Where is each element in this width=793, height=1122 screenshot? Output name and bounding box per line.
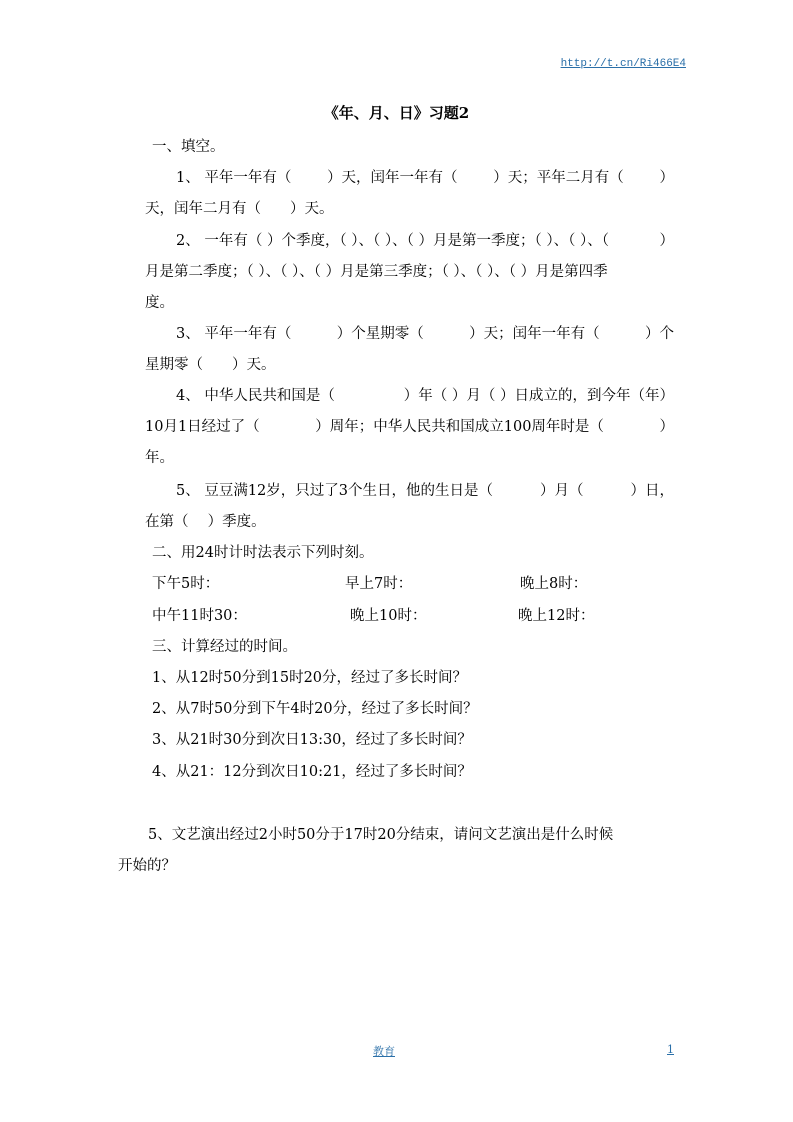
q1-line1: 1、 平年一年有（ ）天，闰年一年有（ ）天；平年二月有（ ）	[176, 170, 674, 186]
q1-line2: 天，闰年二月有（ ）天。	[145, 201, 334, 217]
calc-item-5-line1: 5、文艺演出经过2小时50分于17时20分结束，请问文艺演出是什么时候	[148, 827, 614, 843]
calc-item-5-line2: 开始的？	[118, 858, 176, 874]
q4-line3: 年。	[145, 450, 174, 466]
calc-item: 1、从12时50分到15时20分，经过了多长时间？	[152, 670, 468, 686]
q2-line2: 月是第二季度；（ ）、（ ）、（ ）月是第三季度；（ ）、（ ）、（ ）月是第四季	[145, 264, 608, 280]
q5-line2: 在第（ ）季度。	[145, 514, 266, 530]
calc-item: 4、从21：12分到次日10:21，经过了多长时间？	[152, 764, 472, 780]
q4-line1: 4、 中华人民共和国是（ ）年（ ）月（ ）日成立的，到今年（年）	[176, 388, 674, 404]
calc-item: 3、从21时30分到次日13:30，经过了多长时间？	[152, 732, 472, 748]
section1-heading: 一、填空。	[152, 139, 225, 155]
q3-line1: 3、 平年一年有（ ）个星期零（ ）天；闰年一年有（ ）个	[176, 326, 674, 342]
q2-line1: 2、 一年有（ ）个季度，（ ）、（ ）、（ ）月是第一季度；（ ）、（ ）、（ ）	[176, 233, 674, 249]
time-item: 晚上8时：	[520, 576, 588, 592]
q2-line3: 度。	[145, 295, 174, 311]
time-item: 晚上10时：	[350, 608, 427, 624]
header-url-link[interactable]: http://t.cn/Ri466E4	[560, 58, 686, 70]
time-item: 中午11时30：	[152, 608, 247, 624]
calc-item: 2、从7时50分到下午4时20分，经过了多长时间？	[152, 701, 478, 717]
time-item: 晚上12时：	[518, 608, 595, 624]
footer-label-link[interactable]: 教育	[373, 1045, 395, 1058]
time-item: 下午5时：	[152, 576, 220, 592]
page-number: 1	[667, 1043, 674, 1056]
section2-heading: 二、用24时计时法表示下列时刻。	[152, 545, 374, 561]
page-title: 《年、月、日》习题2	[323, 104, 470, 122]
time-item: 早上7时：	[345, 576, 413, 592]
section3-heading: 三、计算经过的时间。	[152, 639, 297, 655]
q3-line2: 星期零（ ）天。	[145, 357, 276, 373]
q4-line2: 10月1日经过了（ ）周年；中华人民共和国成立100周年时是（ ）	[145, 419, 674, 435]
q5-line1: 5、 豆豆满12岁，只过了3个生日，他的生日是（ ）月（ ）日，	[176, 483, 674, 499]
